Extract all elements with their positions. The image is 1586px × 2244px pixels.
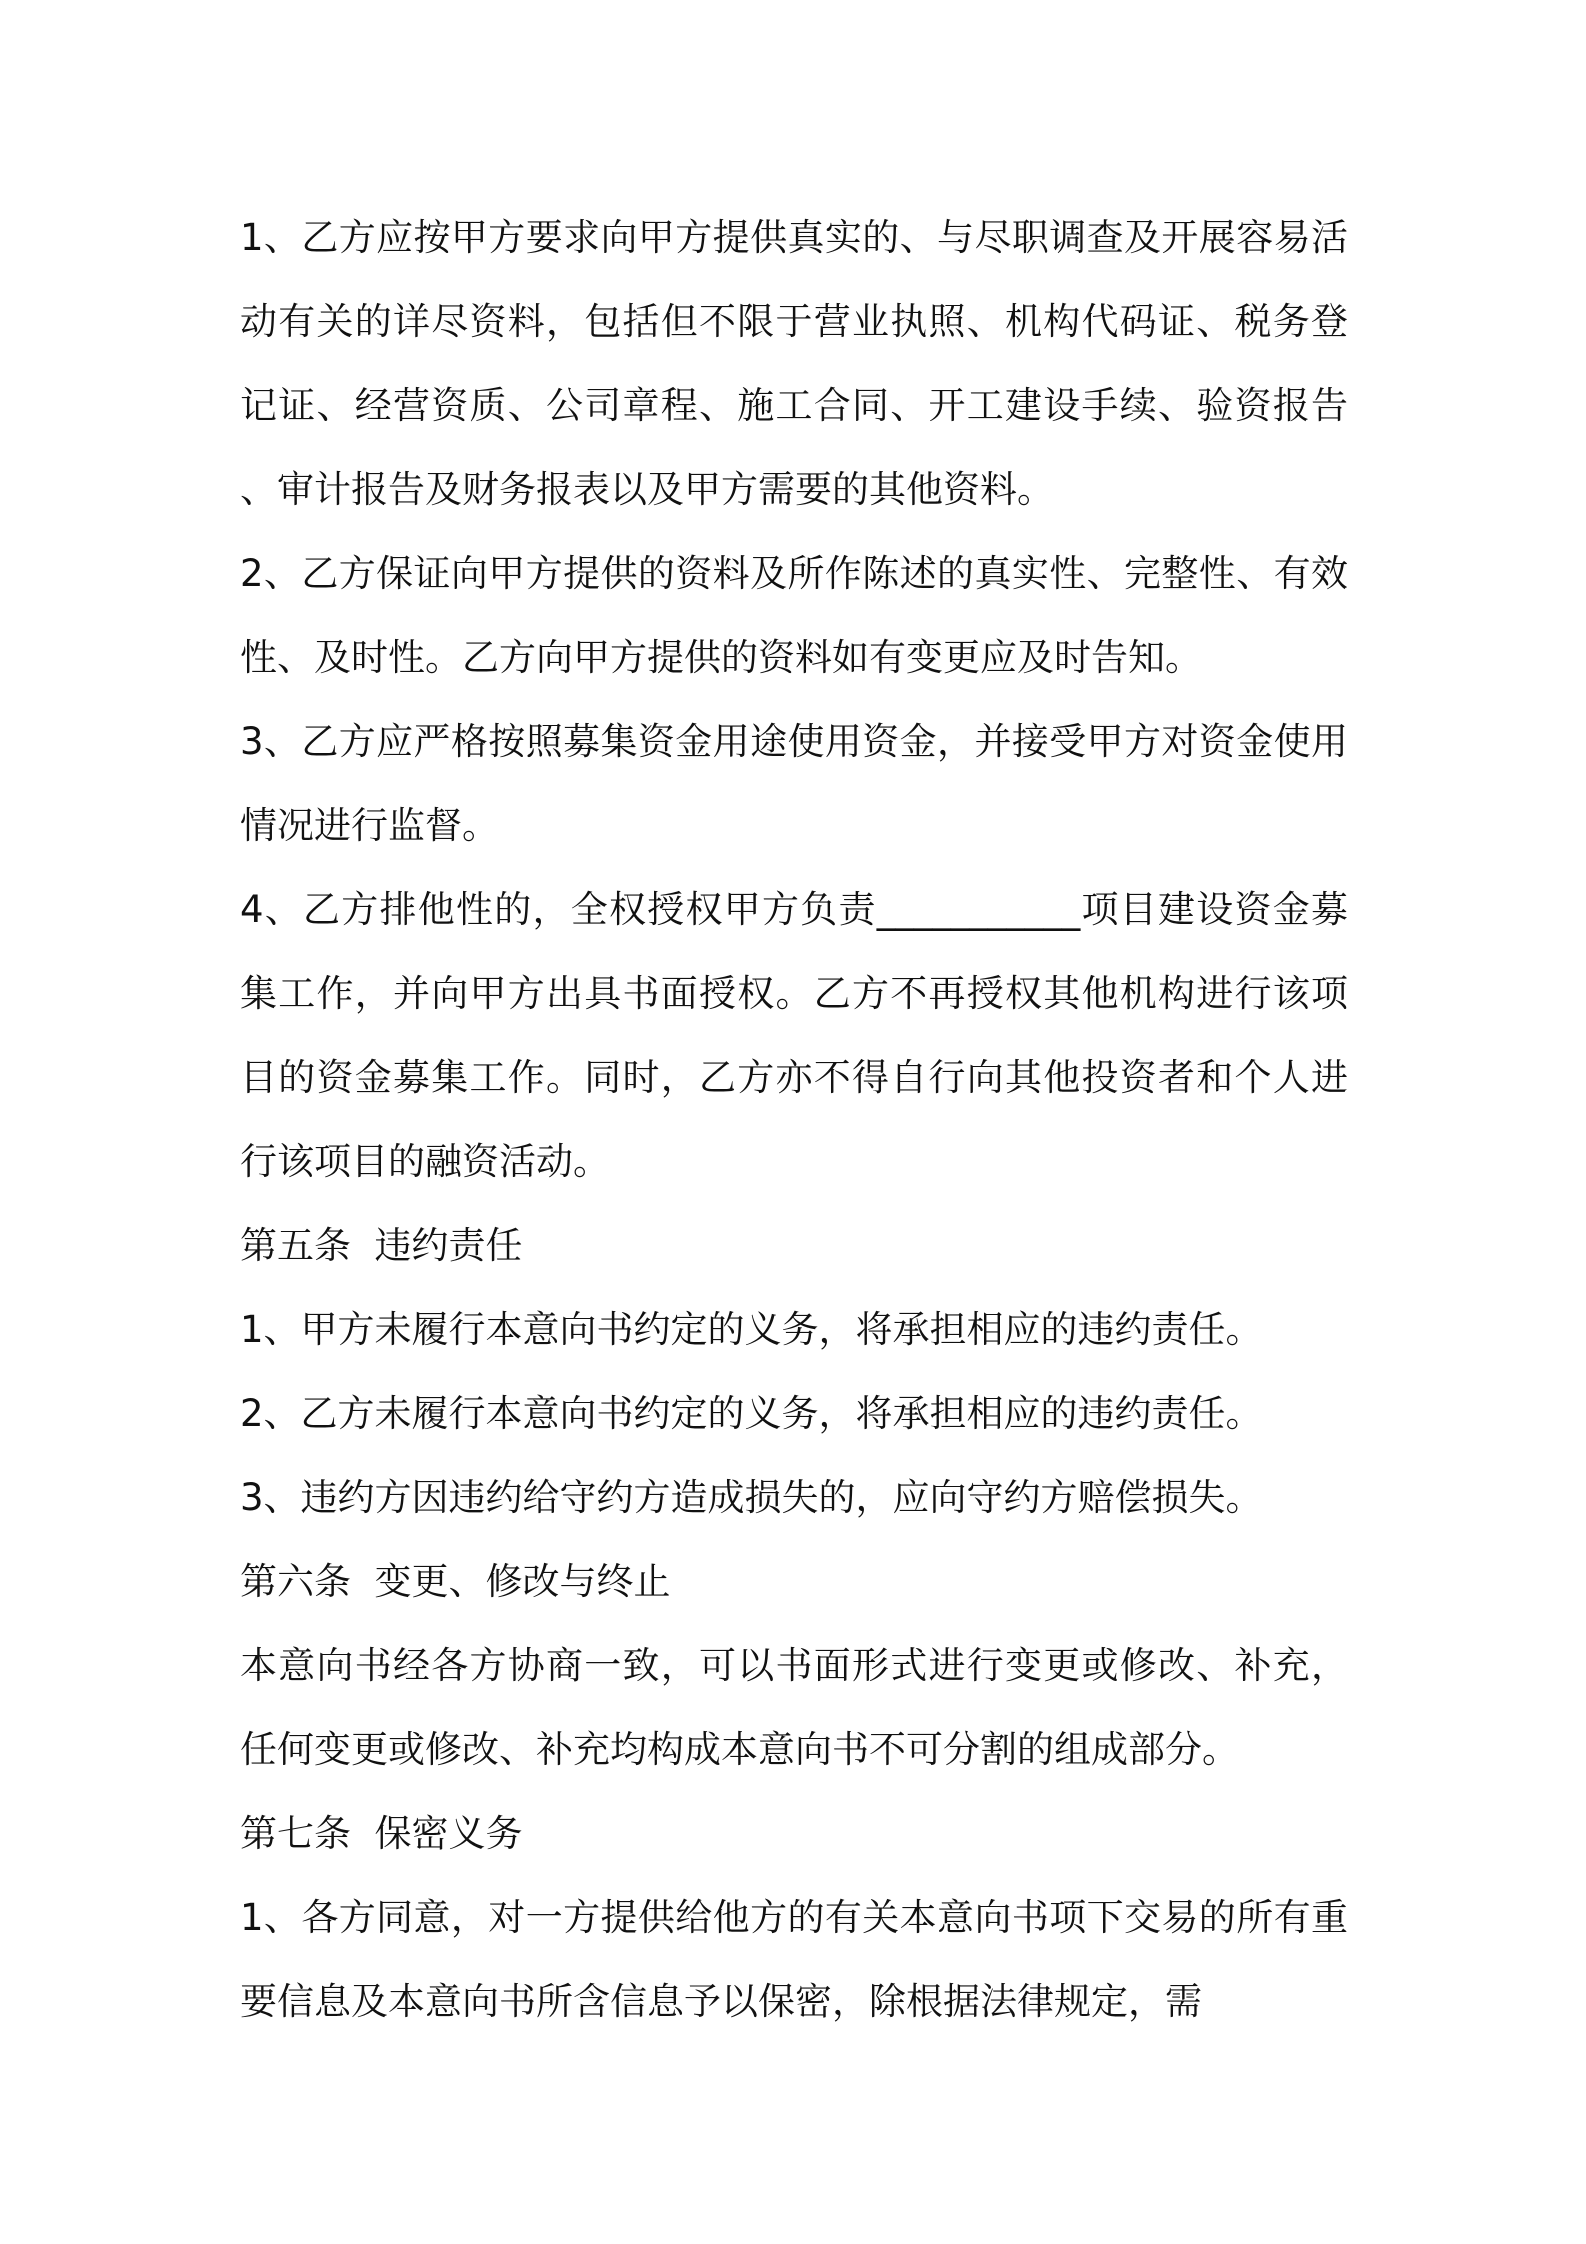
article-5-heading: 第五条 违约责任 [240, 1224, 523, 1267]
liability-paragraph-1: 1、甲方未履行本意向书约定的义务，将承担相应的违约责任。 [240, 1308, 1263, 1351]
clause-paragraph-3: 3、乙方应严格按照募集资金用途使用资金，并接受甲方对资金使用情况进行监督。 [240, 720, 1348, 847]
liability-paragraph-3: 3、违约方因违约给守约方造成损失的，应向守约方赔偿损失。 [240, 1476, 1263, 1519]
document-body [240, 196, 1348, 2044]
clause-paragraph-4: 4、乙方排他性的，全权授权甲方负责___________项目建设资金募集工作，并向甲方出具书面授权。乙方不再授权其他机构进行该项目的资金募集工作。同时，乙方亦不得自行向其他投资者和个人进行该项目的融资活动。 [240, 888, 1348, 1183]
article-7-heading: 第七条 保密义务 [240, 1812, 523, 1855]
confidentiality-paragraph-1: 1、各方同意，对一方提供给他方的有关本意向书项下交易的所有重要信息及本意向书所含信息予以保密，除根据法律规定，需 [240, 1896, 1348, 2023]
clause-paragraph-1: 1、乙方应按甲方要求向甲方提供真实的、与尽职调查及开展容易活动有关的详尽资料，包括但不限于营业执照、机构代码证、税务登记证、经营资质、公司章程、施工合同、开工建设手续、验资报告、审计报告及财务报表以及甲方需要的其他资料。 [240, 216, 1348, 511]
amendment-paragraph: 本意向书经各方协商一致，可以书面形式进行变更或修改、补充，任何变更或修改、补充均构成本意向书不可分割的组成部分。 [240, 1644, 1348, 1771]
clause-paragraph-2: 2、乙方保证向甲方提供的资料及所作陈述的真实性、完整性、有效性、及时性。乙方向甲方提供的资料如有变更应及时告知。 [240, 552, 1348, 679]
article-6-heading: 第六条 变更、修改与终止 [240, 1560, 671, 1603]
liability-paragraph-2: 2、乙方未履行本意向书约定的义务，将承担相应的违约责任。 [240, 1392, 1263, 1435]
